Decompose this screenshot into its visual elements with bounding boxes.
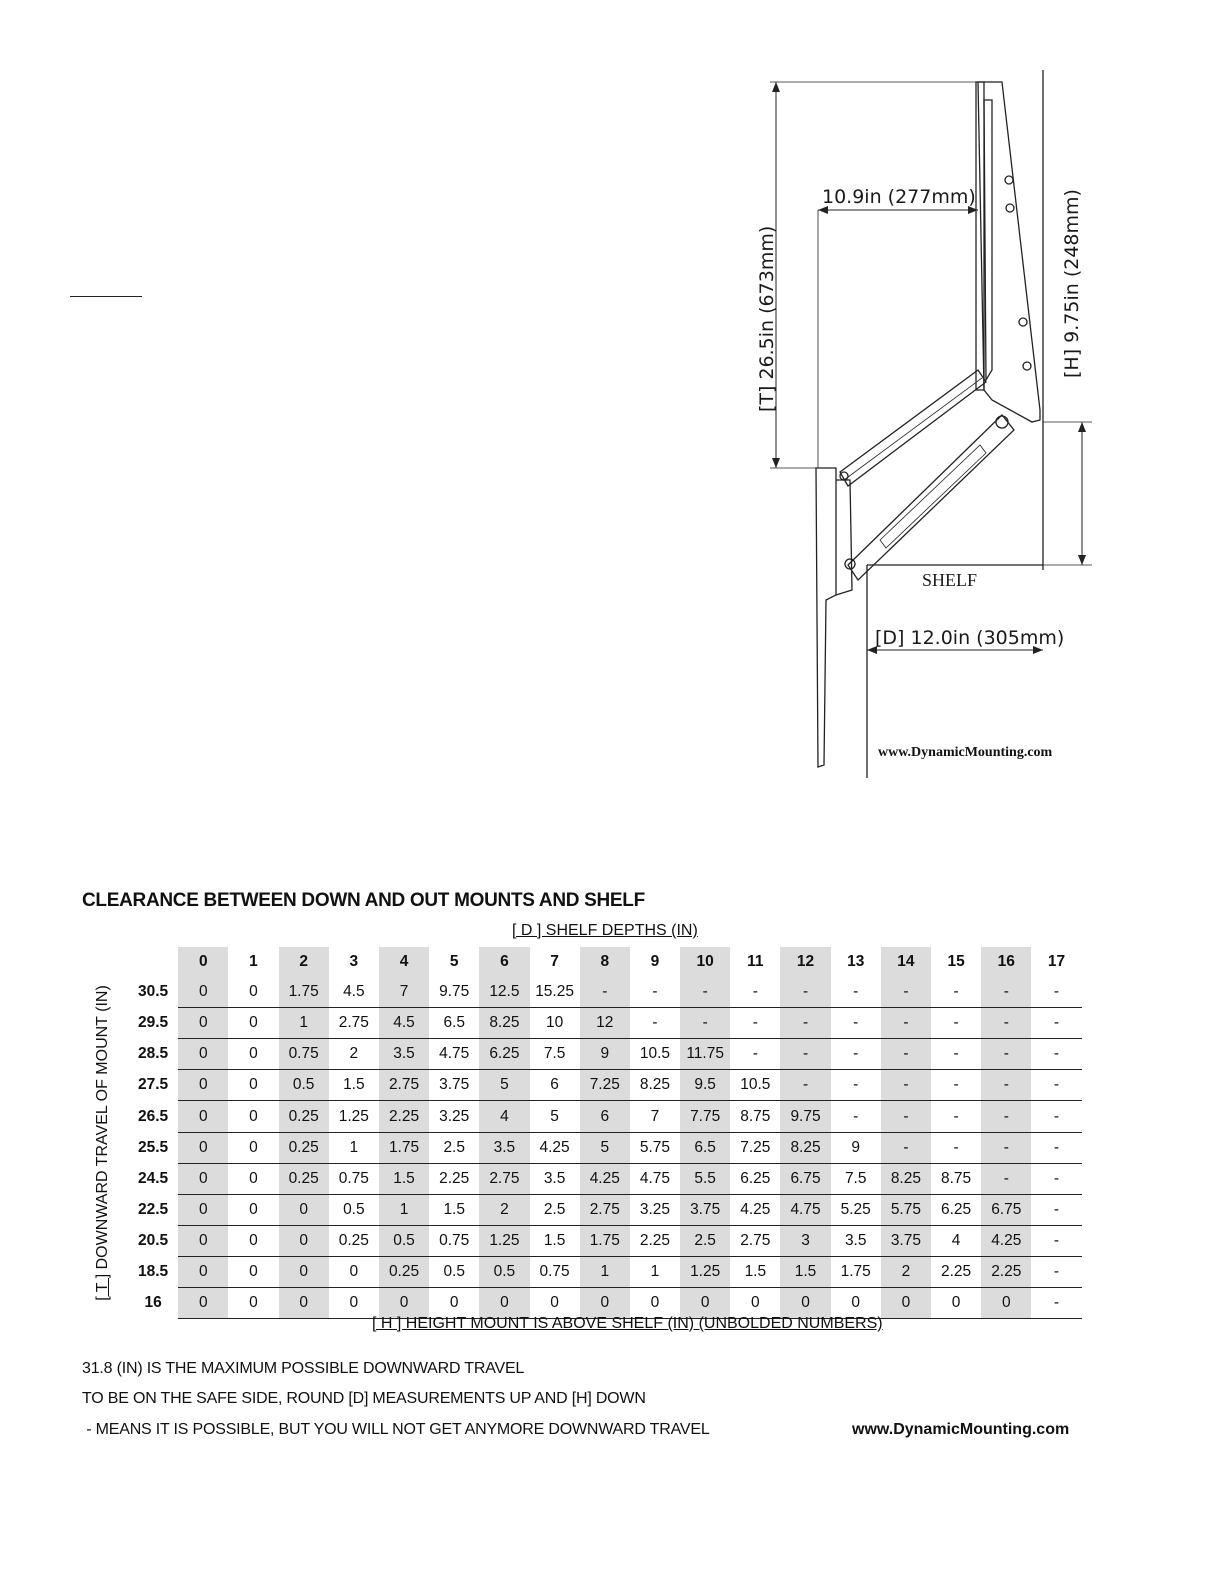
table-cell: 4 <box>931 1225 981 1256</box>
table-cell: 7.75 <box>680 1101 730 1132</box>
table-cell: 9.75 <box>429 977 479 1008</box>
note-dash-meaning: - MEANS IT IS POSSIBLE, BUT YOU WILL NOT GET ANYMORE DOWNWARD TRAVEL <box>82 1421 710 1438</box>
table-cell: - <box>831 977 881 1008</box>
table-cell: 5.75 <box>630 1132 680 1163</box>
table-cell: 0 <box>279 1288 329 1319</box>
row-header: 30.5 <box>138 983 169 1001</box>
table-cell: 15.25 <box>530 977 580 1008</box>
table-cell: 3.5 <box>530 1163 580 1194</box>
table-cell: 0 <box>530 1288 580 1319</box>
table-cell: 0.25 <box>329 1225 379 1256</box>
table-cell: 2.25 <box>931 1256 981 1287</box>
table-cell: 7.25 <box>580 1070 630 1101</box>
table-cell: 0 <box>228 977 278 1008</box>
table-cell: - <box>931 1101 981 1132</box>
table-cell: - <box>981 1039 1031 1070</box>
table-cell: - <box>580 977 630 1008</box>
column-header: 7 <box>550 953 559 971</box>
table-cell: 1.5 <box>530 1225 580 1256</box>
table-cell: - <box>931 1070 981 1101</box>
row-header: 16 <box>144 1294 162 1312</box>
table-cell: 8.75 <box>931 1163 981 1194</box>
table-cell: 0 <box>228 1194 278 1225</box>
table-cell: 2.75 <box>580 1194 630 1225</box>
table-cell: 7 <box>379 977 429 1008</box>
downward-travel-axis-label <box>94 978 112 1308</box>
table-cell: - <box>881 1008 931 1039</box>
table-cell: - <box>730 1008 780 1039</box>
table-cell: 0 <box>680 1288 730 1319</box>
table-row <box>128 1194 1082 1225</box>
table-cell: - <box>1031 1132 1081 1163</box>
table-cell: 4.25 <box>981 1225 1031 1256</box>
table-cell: - <box>780 1008 830 1039</box>
row-header: 28.5 <box>138 1045 169 1063</box>
table-cell: - <box>931 977 981 1008</box>
table-cell: 3.25 <box>630 1194 680 1225</box>
table-cell: 0 <box>831 1288 881 1319</box>
column-header: 14 <box>881 947 931 977</box>
table-row <box>128 1288 1082 1319</box>
dim-width-label: 10.9in (277mm) <box>822 186 976 208</box>
table-cell: 9.75 <box>780 1101 830 1132</box>
table-cell: 6 <box>580 1101 630 1132</box>
table-cell: - <box>630 1008 680 1039</box>
table-cell: - <box>981 1101 1031 1132</box>
table-cell: 0.5 <box>329 1194 379 1225</box>
table-cell: - <box>1031 1008 1081 1039</box>
table-row <box>128 1132 1082 1163</box>
table-cell: 0.25 <box>279 1101 329 1132</box>
shelf-depth-axis-label: [ D ] SHELF DEPTHS (IN) <box>512 922 698 939</box>
table-cell: 0 <box>228 1039 278 1070</box>
table-cell: 0.25 <box>379 1256 429 1287</box>
row-header: 22.5 <box>138 1200 169 1218</box>
table-cell: 0 <box>228 1163 278 1194</box>
column-header: 6 <box>479 947 529 977</box>
table-cell: - <box>881 1070 931 1101</box>
column-header: 15 <box>947 953 965 971</box>
table-cell: - <box>780 977 830 1008</box>
table-cell: 0.5 <box>479 1256 529 1287</box>
column-header: 11 <box>747 953 764 971</box>
table-cell: 0 <box>931 1288 981 1319</box>
note-max-travel: 31.8 (IN) IS THE MAXIMUM POSSIBLE DOWNWARD TRAVEL <box>82 1360 525 1377</box>
table-cell: 5.5 <box>680 1163 730 1194</box>
table-cell: 8.25 <box>630 1070 680 1101</box>
table-cell: 4.75 <box>780 1194 830 1225</box>
table-cell: 3.25 <box>429 1101 479 1132</box>
table-cell: 6.75 <box>780 1163 830 1194</box>
pivot-wall-1 <box>1005 176 1013 184</box>
table-cell: 1.5 <box>780 1256 830 1287</box>
footer-url: www.DynamicMounting.com <box>852 1421 1070 1438</box>
table-cell: 1.75 <box>279 977 329 1008</box>
column-header: 16 <box>981 947 1031 977</box>
table-cell: 0.5 <box>279 1070 329 1101</box>
table-cell: 1.5 <box>429 1194 479 1225</box>
table-cell: - <box>931 1039 981 1070</box>
table-row <box>128 1008 1082 1039</box>
shelf-label: SHELF <box>922 570 978 590</box>
table-cell: 0.75 <box>429 1225 479 1256</box>
upper-arm <box>840 370 986 486</box>
table-cell: - <box>780 1039 830 1070</box>
table-cell: 1 <box>580 1256 630 1287</box>
table-cell: 0 <box>580 1288 630 1319</box>
table-row <box>128 977 1082 1008</box>
table-cell: - <box>881 1132 931 1163</box>
table-cell: 0 <box>279 1256 329 1287</box>
table-cell: 10 <box>530 1008 580 1039</box>
table-cell: - <box>1031 1039 1081 1070</box>
table-cell: 2.25 <box>630 1225 680 1256</box>
table-cell: 0 <box>279 1225 329 1256</box>
pivot-lower-rear <box>996 416 1008 428</box>
table-cell: 2.75 <box>329 1008 379 1039</box>
table-cell: - <box>831 1039 881 1070</box>
table-cell: 6.25 <box>931 1194 981 1225</box>
table-cell: 0 <box>178 1132 228 1163</box>
table-body <box>128 977 1082 1319</box>
table-cell: 1.75 <box>831 1256 881 1287</box>
table-cell: 1.5 <box>379 1163 429 1194</box>
table-cell: - <box>881 977 931 1008</box>
table-cell: - <box>1031 1070 1081 1101</box>
table-cell: 3.5 <box>479 1132 529 1163</box>
table-cell: 0 <box>630 1288 680 1319</box>
table-cell: 2 <box>881 1256 931 1287</box>
table-title: CLEARANCE BETWEEN DOWN AND OUT MOUNTS AND SHELF <box>82 890 645 911</box>
table-cell: 2.5 <box>429 1132 479 1163</box>
dim-d-label: [D] 12.0in (305mm) <box>875 627 1065 649</box>
table-cell: 1.25 <box>680 1256 730 1287</box>
table-cell: - <box>981 1132 1031 1163</box>
table-cell: 2 <box>329 1039 379 1070</box>
table-cell: 5.75 <box>881 1194 931 1225</box>
clearance-table <box>128 947 1082 1319</box>
table-cell: 6 <box>530 1070 580 1101</box>
table-cell: 5 <box>479 1070 529 1101</box>
table-cell: 0 <box>178 1008 228 1039</box>
table-cell: 10.5 <box>730 1070 780 1101</box>
table-cell: 0 <box>228 1070 278 1101</box>
table-cell: 4.75 <box>429 1039 479 1070</box>
table-cell: 0 <box>178 1163 228 1194</box>
table-cell: 5 <box>580 1132 630 1163</box>
table-cell: 2.75 <box>479 1163 529 1194</box>
table-cell: 0 <box>178 1070 228 1101</box>
table-cell: 0 <box>178 1101 228 1132</box>
table-cell: 6.5 <box>680 1132 730 1163</box>
mount-diagram-svg <box>740 60 1120 790</box>
table-cell: 2.5 <box>530 1194 580 1225</box>
table-cell: 8.25 <box>780 1132 830 1163</box>
table-cell: 9.5 <box>680 1070 730 1101</box>
table-cell: - <box>981 1163 1031 1194</box>
table-cell: 0 <box>981 1288 1031 1319</box>
table-cell: 0 <box>178 1288 228 1319</box>
table-cell: - <box>1031 1288 1081 1319</box>
table-cell: 1 <box>379 1194 429 1225</box>
column-header: 3 <box>349 953 359 971</box>
table-cell: 7.25 <box>730 1132 780 1163</box>
dim-h-label: [H] 9.75in (248mm) <box>1061 189 1083 378</box>
table-cell: - <box>881 1039 931 1070</box>
table-row <box>128 1225 1082 1256</box>
table-cell: 8.25 <box>881 1163 931 1194</box>
table-header-row <box>128 947 1082 977</box>
column-header: 2 <box>279 947 329 977</box>
table-cell: 1 <box>279 1008 329 1039</box>
table-cell: 8.75 <box>730 1101 780 1132</box>
table-cell: 3.75 <box>680 1194 730 1225</box>
table-cell: - <box>931 1132 981 1163</box>
row-header: 18.5 <box>138 1262 169 1280</box>
wall-bracket-inner <box>984 100 992 380</box>
table-cell: - <box>981 977 1031 1008</box>
table-row <box>128 1101 1082 1132</box>
column-header: 9 <box>650 953 660 971</box>
table-cell: - <box>1031 977 1081 1008</box>
wall-bracket <box>978 82 1040 422</box>
table-cell: 0 <box>228 1256 278 1287</box>
column-header: 13 <box>847 953 865 971</box>
table-cell: 2.25 <box>429 1163 479 1194</box>
height-axis-label: [ H ] HEIGHT MOUNT IS ABOVE SHELF (IN) (UNBOLDED NUMBERS) <box>372 1315 883 1332</box>
table-cell: 1.75 <box>580 1225 630 1256</box>
table-cell: 0 <box>178 1256 228 1287</box>
table-cell: 0 <box>228 1101 278 1132</box>
table-cell: - <box>730 977 780 1008</box>
row-header: 29.5 <box>138 1014 169 1032</box>
table-cell: 1.75 <box>379 1132 429 1163</box>
table-cell: - <box>1031 1163 1081 1194</box>
decorative-rule <box>70 296 142 297</box>
table-row <box>128 1163 1082 1194</box>
table-cell: - <box>831 1101 881 1132</box>
table-cell: 4.25 <box>730 1194 780 1225</box>
table-row <box>128 1256 1082 1287</box>
table-cell: - <box>1031 1256 1081 1287</box>
table-cell: 0 <box>329 1256 379 1287</box>
table-cell: 2.75 <box>730 1225 780 1256</box>
table-cell: 4.5 <box>329 977 379 1008</box>
downward-travel-axis-bracket: [ T ] <box>94 1273 111 1301</box>
table-cell: 3.75 <box>881 1225 931 1256</box>
table-cell: 9 <box>580 1039 630 1070</box>
row-header: 25.5 <box>138 1138 169 1156</box>
table-cell: 0.75 <box>329 1163 379 1194</box>
table-cell: - <box>680 977 730 1008</box>
table-cell: 1.5 <box>730 1256 780 1287</box>
table-cell: 3.75 <box>429 1070 479 1101</box>
table-cell: 12.5 <box>479 977 529 1008</box>
mount-diagram <box>740 60 1120 790</box>
table-cell: - <box>730 1039 780 1070</box>
table-cell: 8.25 <box>479 1008 529 1039</box>
table-cell: 0 <box>178 1225 228 1256</box>
table-cell: 0 <box>228 1288 278 1319</box>
table-cell: 0.75 <box>530 1256 580 1287</box>
table-cell: 3.5 <box>831 1225 881 1256</box>
table-cell: 1 <box>630 1256 680 1287</box>
note-rounding: TO BE ON THE SAFE SIDE, ROUND [D] MEASUREMENTS UP AND [H] DOWN <box>82 1390 646 1407</box>
table-cell: 6.75 <box>981 1194 1031 1225</box>
table-cell: 4.25 <box>580 1163 630 1194</box>
table-cell: - <box>780 1070 830 1101</box>
table-cell: 0 <box>178 1039 228 1070</box>
table-cell: 0 <box>178 1194 228 1225</box>
table-cell: 0.5 <box>379 1225 429 1256</box>
table-cell: 11.75 <box>680 1039 730 1070</box>
table-cell: 7 <box>630 1101 680 1132</box>
table-cell: - <box>1031 1194 1081 1225</box>
row-header: 24.5 <box>138 1169 169 1187</box>
diagram-url: www.DynamicMounting.com <box>878 745 1053 760</box>
table-cell: 4 <box>479 1101 529 1132</box>
table-cell: - <box>881 1101 931 1132</box>
lowered-tv-bracket <box>836 480 852 595</box>
table-cell: 0.25 <box>279 1163 329 1194</box>
table-cell: 2.5 <box>680 1225 730 1256</box>
table-cell: - <box>981 1008 1031 1039</box>
table-cell: 7.5 <box>831 1163 881 1194</box>
table-cell: 2.25 <box>981 1256 1031 1287</box>
table-cell: - <box>1031 1225 1081 1256</box>
table-cell: 0 <box>178 977 228 1008</box>
table-cell: - <box>1031 1101 1081 1132</box>
row-header: 27.5 <box>138 1076 169 1094</box>
table-cell: 2.25 <box>379 1101 429 1132</box>
table-row <box>128 1070 1082 1101</box>
table-cell: 0 <box>329 1288 379 1319</box>
table-cell: 9 <box>831 1132 881 1163</box>
column-header: 17 <box>1047 953 1066 971</box>
table-cell: 3.5 <box>379 1039 429 1070</box>
table-cell: 0 <box>881 1288 931 1319</box>
table-cell: 0 <box>379 1288 429 1319</box>
row-header: 26.5 <box>138 1107 169 1125</box>
table-cell: 0 <box>429 1288 479 1319</box>
table-cell: 5 <box>530 1101 580 1132</box>
table-cell: 2 <box>479 1194 529 1225</box>
table-cell: 0 <box>780 1288 830 1319</box>
column-header: 4 <box>379 947 429 977</box>
table-cell: 0.5 <box>429 1256 479 1287</box>
column-header: 10 <box>680 947 730 977</box>
column-header: 12 <box>780 947 830 977</box>
pivot-wall-2 <box>1006 204 1014 212</box>
table-cell: 0 <box>228 1225 278 1256</box>
table-cell: - <box>831 1070 881 1101</box>
dim-t-label: [T] 26.5in (673mm) <box>756 225 778 412</box>
table-cell: - <box>931 1008 981 1039</box>
table-cell: - <box>680 1008 730 1039</box>
column-header: 0 <box>178 947 228 977</box>
table-cell: 0.25 <box>279 1132 329 1163</box>
lowered-tv-panel <box>816 468 836 767</box>
table-cell: - <box>831 1008 881 1039</box>
table-cell: 1.5 <box>329 1070 379 1101</box>
table-row <box>128 1039 1082 1070</box>
table-cell: 6.25 <box>479 1039 529 1070</box>
downward-travel-axis-text: DOWNWARD TRAVEL OF MOUNT (IN) <box>94 985 111 1274</box>
column-header: 5 <box>449 953 459 971</box>
table-cell: 3 <box>780 1225 830 1256</box>
table-cell: 0 <box>279 1194 329 1225</box>
row-header: 20.5 <box>138 1231 169 1249</box>
table-cell: - <box>630 977 680 1008</box>
pivot-wall-4 <box>1023 362 1031 370</box>
lower-arm <box>848 415 1014 580</box>
pivot-wall-3 <box>1019 318 1027 326</box>
table-cell: 6.5 <box>429 1008 479 1039</box>
table-cell: 2.75 <box>379 1070 429 1101</box>
table-cell: 1.25 <box>329 1101 379 1132</box>
table-cell: 0 <box>228 1008 278 1039</box>
table-cell: 10.5 <box>630 1039 680 1070</box>
table-cell: 6.25 <box>730 1163 780 1194</box>
table-cell: 4.5 <box>379 1008 429 1039</box>
column-header: 1 <box>249 953 258 971</box>
table-cell: 5.25 <box>831 1194 881 1225</box>
table-cell: 7.5 <box>530 1039 580 1070</box>
table-cell: 0 <box>479 1288 529 1319</box>
table-corner-cell <box>128 947 178 977</box>
table-cell: 12 <box>580 1008 630 1039</box>
table-cell: 4.75 <box>630 1163 680 1194</box>
table-cell: 0 <box>730 1288 780 1319</box>
table-cell: 4.25 <box>530 1132 580 1163</box>
lower-arm-slot <box>880 445 986 548</box>
table-cell: 0.75 <box>279 1039 329 1070</box>
table-cell: 1.25 <box>479 1225 529 1256</box>
table-cell: - <box>981 1070 1031 1101</box>
column-header: 8 <box>580 947 630 977</box>
table-cell: 1 <box>329 1132 379 1163</box>
table-cell: 0 <box>228 1132 278 1163</box>
